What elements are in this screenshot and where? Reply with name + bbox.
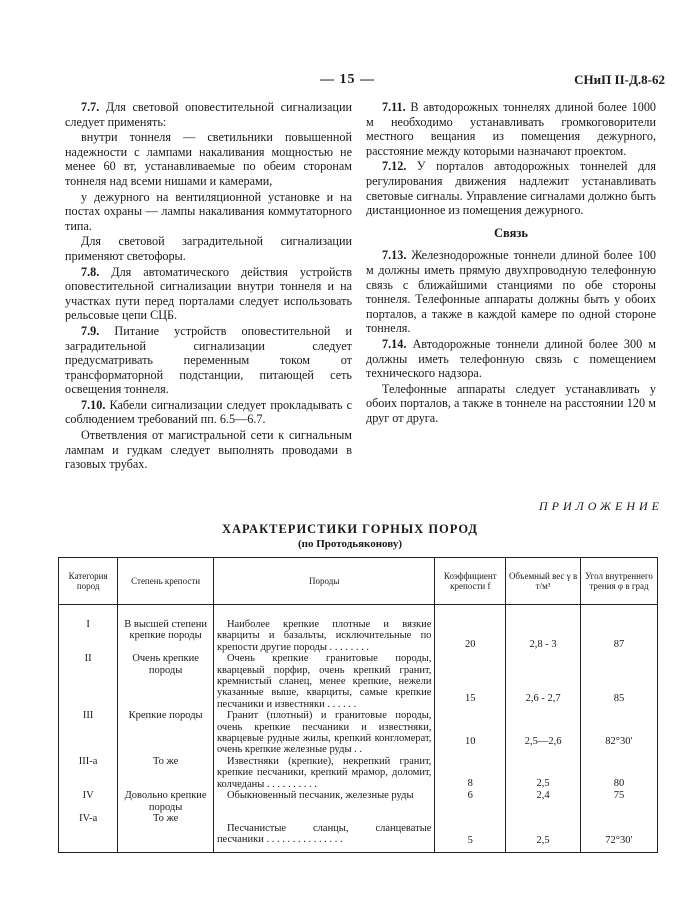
document-code: СНиП II-Д.8-62	[574, 72, 665, 87]
cell-coefficient: 8	[435, 756, 506, 790]
cell-rocks: Известняки (крепкие), некрепкий гранит, крепкие песчаники, крепкий мрамор, доломит, колчеданы . . . . . . . . . .	[213, 756, 435, 790]
paragraph: 7.13. Железнодорожные тоннели длиной более 100 м должны иметь прямую двухпроводную телефонную связь с ближайшими станциями по обе стороны тоннеля. Телефонные аппараты должны быть у обоих порталов, а также в каждой камере по одной стороне тоннеля.	[366, 248, 656, 336]
header-category: Категория пород	[59, 558, 118, 605]
header-rocks: Породы	[213, 558, 435, 605]
paragraph: 7.14. Автодорожные тоннели длиной более 300 м должны иметь телефонную связь с помещением технического надзора.	[366, 336, 656, 381]
paragraph: внутри тоннеля — светильники повышенной надежности с лампами накаливания мощностью не менее 60 вт, устанавливаемые по обеим сторонам тоннеля над всеми нишами и камерами,	[65, 130, 352, 188]
table-row	[59, 605, 658, 654]
cell-weight: 2,8 - 3	[506, 605, 581, 654]
cell-angle: 87	[581, 605, 658, 654]
paragraph: у дежурного на вентиляционной установке и на постах охраны — лампы накаливания коммутаторного типа.	[65, 189, 352, 233]
cell-rocks: Гранит (плотный) и гранитовые породы, очень крепкие песчаники и известняки, кварцевые рудные жилы, крепкий конгломерат, очень крепкие железные руды . .	[213, 710, 435, 756]
cell-coefficient: 6	[435, 790, 506, 813]
paragraph: 7.12. У порталов автодорожных тоннелей для регулирования движения надлежит устанавливать световые сигналы. Управление сигналами должно быть дистанционное из помещения дежурного.	[366, 159, 656, 218]
cell-rocks: Наиболее крепкие плотные и вязкие кварциты и базальты, исключительные по крепости другие породы . . . . . . . .	[213, 605, 435, 654]
cell-strength: То же	[118, 756, 214, 790]
cell-angle: 75	[581, 790, 658, 813]
rock-characteristics-table	[58, 557, 658, 853]
cell-weight: 2,5	[506, 756, 581, 790]
left-column	[65, 100, 352, 473]
cell-weight: 2,6 - 2,7	[506, 653, 581, 710]
table-row	[59, 710, 658, 756]
table-row	[59, 756, 658, 790]
cell-rocks: Песчанистые сланцы, сланцеватые песчаники . . . . . . . . . . . . . . .	[213, 813, 435, 853]
cell-weight: 2,5	[506, 813, 581, 853]
paragraph: Ответвления от магистральной сети к сигнальным лампам и гудкам следует выполнять проводами в газовых трубах.	[65, 428, 352, 472]
paragraph: 7.7. Для световой оповестительной сигнализации следует применять:	[65, 100, 352, 129]
cell-angle: 85	[581, 653, 658, 710]
cell-strength: Довольно крепкие породы	[118, 790, 214, 813]
cell-coefficient: 15	[435, 653, 506, 710]
cell-category: III	[59, 710, 118, 756]
right-column	[366, 100, 656, 426]
table-row	[59, 790, 658, 813]
paragraph: Для световой заградительной сигнализации применяют светофоры.	[65, 234, 352, 263]
paragraph: 7.8. Для автоматического действия устройств оповестительной сигнализации внутри тоннеля и на участках пути перед порталами следует использовать рельсовые цепи СЦБ.	[65, 264, 353, 323]
cell-category: I	[59, 605, 118, 654]
table-row	[59, 813, 658, 853]
paragraph: Телефонные аппараты следует устанавливать у обоих порталов, а также в тоннеле на расстоянии 120 м друг от друга.	[366, 381, 656, 425]
cell-coefficient: 20	[435, 605, 506, 654]
cell-strength: То же	[118, 813, 214, 853]
cell-angle: 72°30′	[581, 813, 658, 853]
cell-strength: Очень крепкие породы	[118, 653, 214, 710]
section-heading: Связь	[493, 225, 528, 240]
table-header-row	[59, 558, 658, 605]
cell-angle: 80	[581, 756, 658, 790]
header-coefficient: Коэффициент крепости f	[435, 558, 506, 605]
cell-coefficient: 10	[435, 710, 506, 756]
cell-strength: В высшей степени крепкие породы	[118, 605, 214, 654]
cell-coefficient: 5	[435, 813, 506, 853]
paragraph: 7.11. В автодорожных тоннелях длиной более 1000 м необходимо устанавливать громкоговорители местного вещания из помещения дежурного, расстояние между которыми назначают проектом.	[366, 100, 657, 158]
cell-weight: 2,5—2,6	[506, 710, 581, 756]
table-row	[59, 653, 658, 710]
appendix-label: ПРИЛОЖЕНИЕ	[539, 499, 663, 513]
cell-angle: 82°30′	[581, 710, 658, 756]
cell-category: II	[59, 653, 118, 710]
cell-rocks: Очень крепкие гранитовые породы, кварцевый порфир, очень крепкий гранит, кремнистый сланец, менее крепкие, нежели указанные выше, кварциты, самые крепкие песчаники и известняки . . . . . .	[213, 653, 435, 710]
page-number: — 15 —	[320, 72, 375, 87]
header-angle: Угол внутреннего трения φ в град	[581, 558, 658, 605]
cell-category: IV	[59, 790, 118, 813]
cell-category: III-а	[59, 756, 118, 790]
header-weight: Объемный вес γ в т/м³	[506, 558, 581, 605]
cell-rocks: Обыкновенный песчаник, железные руды	[213, 790, 435, 813]
table-subtitle: (по Протодьяконову)	[297, 538, 403, 550]
cell-weight: 2,4	[506, 790, 581, 813]
paragraph: 7.9. Питание устройств оповестительной и заградительной сигнализации следует предусматривать переменным током от трансформаторной подстанции, питающей сеть освещения тоннеля.	[65, 323, 352, 397]
paragraph: 7.10. Кабели сигнализации следует прокладывать с соблюдением требований пп. 6.5—6.7.	[65, 397, 353, 427]
table-title: ХАРАКТЕРИСТИКИ ГОРНЫХ ПОРОД	[221, 522, 479, 536]
cell-strength: Крепкие породы	[118, 710, 214, 756]
cell-category: IV-а	[59, 813, 118, 853]
header-strength: Степень крепости	[118, 558, 214, 605]
